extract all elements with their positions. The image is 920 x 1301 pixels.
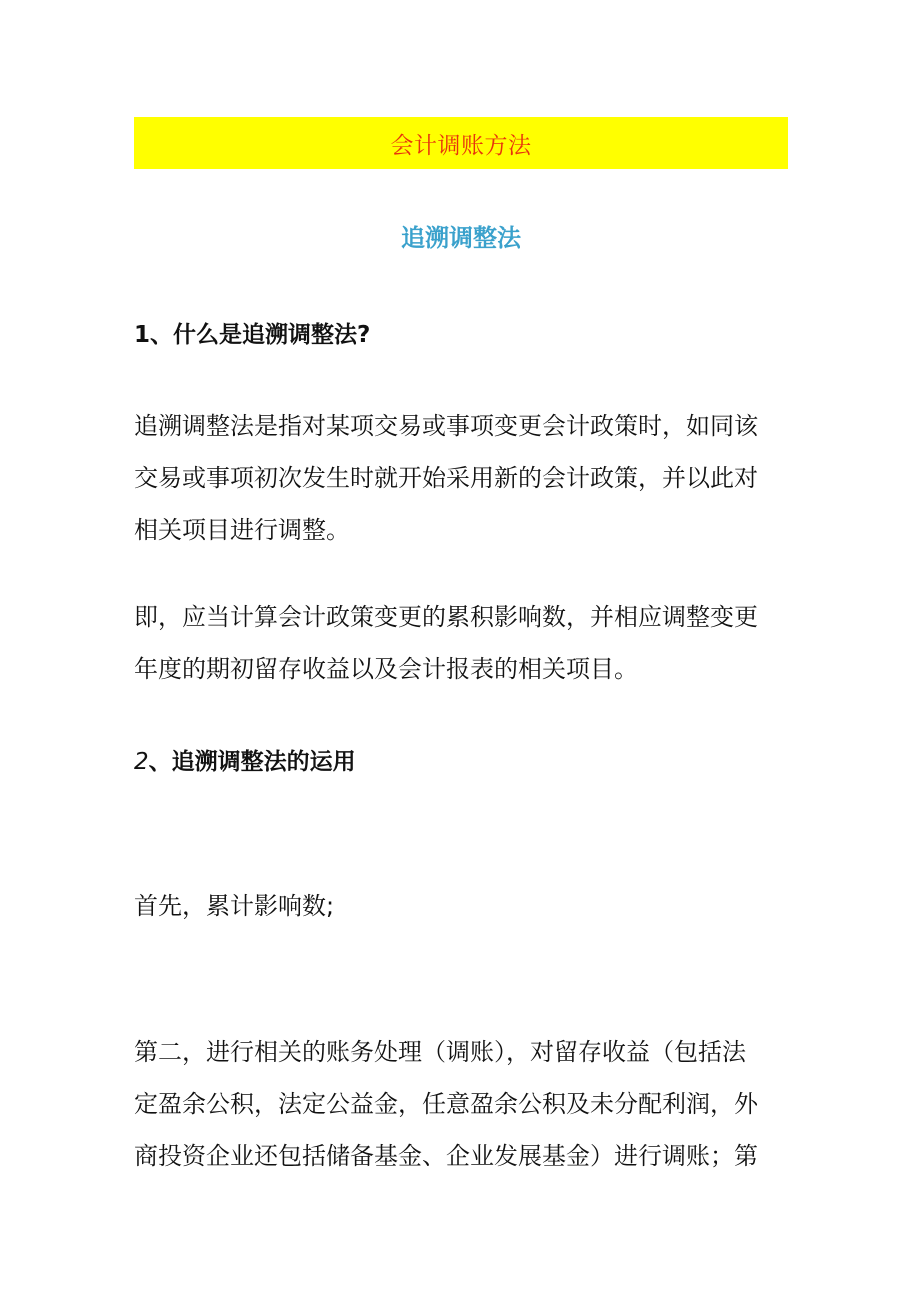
paragraph-step-one: [134, 880, 794, 932]
heading-application: [134, 743, 356, 776]
paragraph-definition: [134, 400, 794, 556]
paragraph-step-two: [134, 1026, 794, 1182]
heading-number: 1: [134, 322, 151, 348]
heading-number: 2: [134, 749, 149, 775]
text-line: 年度的期初留存收益以及会计报表的相关项目。: [134, 655, 638, 683]
text-line: 第二，进行相关的账务处理（调账），对留存收益（包括法: [134, 1038, 746, 1066]
heading-what-is: [134, 316, 370, 349]
heading-text: 、什么是追溯调整法?: [150, 322, 371, 348]
text-line: 追溯调整法是指对某项交易或事项变更会计政策时，如同该: [134, 412, 758, 440]
paragraph-explanation: [134, 591, 794, 695]
text-line: 首先，累计影响数;: [134, 892, 335, 920]
title-banner: [134, 117, 788, 169]
text-line: 即，应当计算会计政策变更的累积影响数，并相应调整变更: [134, 603, 758, 631]
section-subtitle: 追溯调整法: [401, 224, 521, 252]
text-line: 商投资企业还包括储备基金、企业发展基金）进行调账；第: [134, 1142, 758, 1170]
heading-text: 、追溯调整法的运用: [148, 749, 356, 775]
text-line: 定盈余公积，法定公益金，任意盈余公积及未分配利润，外: [134, 1090, 758, 1118]
text-line: 交易或事项初次发生时就开始采用新的会计政策，并以此对: [134, 464, 758, 492]
text-line: 相关项目进行调整。: [134, 516, 350, 544]
document-title: 会计调账方法: [390, 132, 532, 159]
